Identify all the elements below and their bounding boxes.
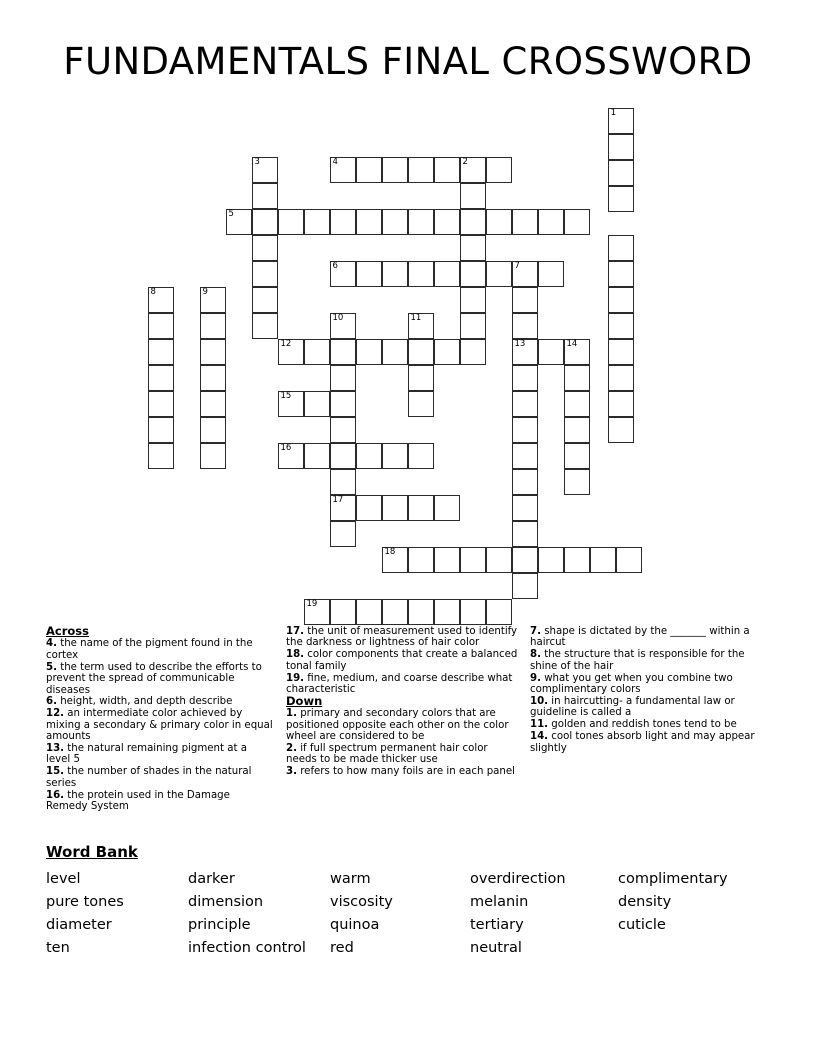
crossword-cell[interactable] <box>200 443 226 469</box>
word-bank-item-pure-tones: pure tones <box>46 894 124 910</box>
crossword-cell[interactable] <box>434 495 460 521</box>
down-clue-10 <box>530 696 762 719</box>
crossword-cell[interactable] <box>512 521 538 547</box>
crossword-cell[interactable] <box>434 339 460 365</box>
crossword-cell-13[interactable] <box>512 339 538 365</box>
crossword-cell[interactable] <box>564 365 590 391</box>
crossword-cell[interactable] <box>330 443 356 469</box>
crossword-cell[interactable] <box>608 160 634 186</box>
crossword-cell[interactable] <box>486 209 512 235</box>
word-bank-item-tertiary: tertiary <box>470 917 524 933</box>
crossword-cell[interactable] <box>356 261 382 287</box>
crossword-cell[interactable] <box>608 261 634 287</box>
crossword-cell[interactable] <box>434 157 460 183</box>
clue-text: color components that create a balanced tonal family <box>286 649 518 672</box>
crossword-cell[interactable] <box>608 339 634 365</box>
crossword-cell[interactable] <box>330 521 356 547</box>
cell-number-12: 12 <box>280 338 292 349</box>
crossword-cell[interactable] <box>512 313 538 339</box>
clue-text: shape is dictated by the _______ within a haircut <box>530 626 750 649</box>
word-bank-row <box>46 937 776 960</box>
crossword-cell[interactable] <box>590 547 616 573</box>
crossword-cell[interactable] <box>408 209 434 235</box>
crossword-cell[interactable] <box>330 365 356 391</box>
clue-number: 4. <box>46 638 57 650</box>
crossword-cell[interactable] <box>460 209 486 235</box>
word-bank-item-complimentary: complimentary <box>618 871 728 887</box>
across-heading: Across <box>46 624 89 638</box>
clue-number: 2. <box>286 743 297 755</box>
crossword-cell[interactable] <box>434 599 460 625</box>
crossword-cell[interactable] <box>356 443 382 469</box>
crossword-cell-8[interactable] <box>148 287 174 313</box>
cell-number-8: 8 <box>150 286 156 297</box>
clue-number: 7. <box>530 626 541 637</box>
cell-number-1: 1 <box>610 108 617 118</box>
crossword-cell[interactable] <box>512 391 538 417</box>
word-bank-title: Word Bank <box>46 843 138 861</box>
across-clue-list-part1 <box>46 638 274 812</box>
crossword-cell[interactable] <box>460 599 486 625</box>
cell-number-2: 2 <box>462 156 468 167</box>
word-bank-item-overdirection: overdirection <box>470 871 566 887</box>
crossword-cell[interactable] <box>486 157 512 183</box>
crossword-cell[interactable] <box>460 183 486 209</box>
crossword-cell[interactable] <box>148 391 174 417</box>
clue-text: what you get when you combine two complimentary colors <box>530 672 733 696</box>
clues-column-1 <box>46 626 274 813</box>
down-clue-9 <box>530 673 762 696</box>
word-bank-item-warm: warm <box>330 871 371 887</box>
cell-number-5: 5 <box>228 208 234 219</box>
cell-number-3: 3 <box>254 156 260 167</box>
crossword-cell-5[interactable] <box>226 209 252 235</box>
clue-text: the term used to describe the efforts to prevent the spread of communicable diseases <box>46 661 262 696</box>
cell-number-19: 19 <box>306 598 318 609</box>
across-clue-17 <box>286 626 518 649</box>
crossword-cell[interactable] <box>460 339 486 365</box>
crossword-cell[interactable] <box>408 339 434 365</box>
crossword-cell[interactable] <box>382 599 408 625</box>
crossword-cell[interactable] <box>148 339 174 365</box>
crossword-cell[interactable] <box>408 261 434 287</box>
crossword-cell[interactable] <box>330 469 356 495</box>
clue-number: 10. <box>530 695 549 707</box>
crossword-cell-16[interactable] <box>278 443 304 469</box>
crossword-cell[interactable] <box>382 261 408 287</box>
across-clue-15 <box>46 766 274 789</box>
word-bank-row <box>46 891 776 914</box>
word-bank-row <box>46 914 776 937</box>
crossword-cell-6[interactable] <box>330 261 356 287</box>
crossword-cell[interactable] <box>304 339 330 365</box>
crossword-cell[interactable] <box>382 443 408 469</box>
cell-number-6: 6 <box>332 260 338 271</box>
crossword-cell[interactable] <box>148 417 174 443</box>
clue-text: golden and reddish tones tend to be <box>548 719 737 731</box>
word-bank-item-ten: ten <box>46 940 70 956</box>
cell-number-17: 17 <box>332 494 344 505</box>
clue-text: the name of the pigment found in the cortex <box>46 638 253 661</box>
clues-column-3 <box>530 626 762 754</box>
crossword-cell[interactable] <box>486 547 512 573</box>
clue-number: 13. <box>46 743 65 755</box>
crossword-cell[interactable] <box>434 209 460 235</box>
crossword-cell[interactable] <box>608 235 634 261</box>
down-clue-list-part2 <box>530 626 762 754</box>
across-clue-12 <box>46 708 274 742</box>
crossword-cell[interactable] <box>564 417 590 443</box>
crossword-cell[interactable] <box>200 339 226 365</box>
crossword-cell-10[interactable] <box>330 313 356 339</box>
crossword-cell[interactable] <box>486 261 512 287</box>
crossword-cell[interactable] <box>564 209 590 235</box>
crossword-cell[interactable] <box>512 495 538 521</box>
crossword-cell-1[interactable] <box>608 108 634 134</box>
cell-number-18: 18 <box>384 546 396 557</box>
crossword-cell[interactable] <box>538 209 564 235</box>
page-title: FUNDAMENTALS FINAL CROSSWORD <box>63 40 753 83</box>
crossword-cell[interactable] <box>356 157 382 183</box>
word-bank-item-level: level <box>46 871 81 887</box>
word-bank-item-cuticle: cuticle <box>618 917 666 933</box>
word-bank-list <box>46 868 776 960</box>
crossword-cell[interactable] <box>408 157 434 183</box>
crossword-cell[interactable] <box>512 287 538 313</box>
crossword-cell[interactable] <box>564 443 590 469</box>
crossword-cell[interactable] <box>460 261 486 287</box>
word-bank-item-dimension: dimension <box>188 894 264 910</box>
clue-number: 1. <box>286 708 297 720</box>
clue-text: the protein used in the Damage Remedy System <box>46 789 230 813</box>
cell-number-7: 7 <box>514 260 520 271</box>
crossword-cell[interactable] <box>200 313 226 339</box>
crossword-cell[interactable] <box>608 365 634 391</box>
clue-number: 17. <box>286 626 305 637</box>
crossword-cell[interactable] <box>356 339 382 365</box>
crossword-cell[interactable] <box>512 365 538 391</box>
crossword-cell[interactable] <box>252 183 278 209</box>
crossword-cell[interactable] <box>304 209 330 235</box>
crossword-cell-14[interactable] <box>564 339 590 365</box>
word-bank-item-red: red <box>330 940 354 956</box>
crossword-cell[interactable] <box>200 391 226 417</box>
across-clue-list-part2 <box>286 626 518 695</box>
clue-number: 19. <box>286 672 305 684</box>
crossword-cell[interactable] <box>252 313 278 339</box>
clue-number: 11. <box>530 719 549 731</box>
word-bank-item-empty <box>618 937 768 960</box>
crossword-cell[interactable] <box>460 287 486 313</box>
crossword-cell[interactable] <box>564 469 590 495</box>
crossword-cell[interactable] <box>408 443 434 469</box>
word-bank-item-darker: darker <box>188 871 235 887</box>
crossword-cell-17[interactable] <box>330 495 356 521</box>
cell-number-11: 11 <box>410 312 422 323</box>
word-bank-item-infection-control: infection control <box>188 940 306 956</box>
clue-number: 5. <box>46 661 57 673</box>
down-clue-11 <box>530 719 762 730</box>
crossword-cell[interactable] <box>608 287 634 313</box>
cell-number-15: 15 <box>280 390 292 401</box>
clue-text: height, width, and depth describe <box>56 696 233 708</box>
crossword-cell-15[interactable] <box>278 391 304 417</box>
word-bank-item-density: density <box>618 894 672 910</box>
down-clue-list-part1 <box>286 708 518 777</box>
crossword-cell[interactable] <box>460 235 486 261</box>
word-bank-item-viscosity: viscosity <box>330 894 393 910</box>
across-clue-5 <box>46 662 274 696</box>
crossword-cell-12[interactable] <box>278 339 304 365</box>
crossword-cell-19[interactable] <box>304 599 330 625</box>
across-clue-19 <box>286 673 518 696</box>
crossword-cell[interactable] <box>564 391 590 417</box>
crossword-cell[interactable] <box>608 186 634 212</box>
cell-number-16: 16 <box>280 442 292 453</box>
crossword-cell[interactable] <box>252 209 278 235</box>
crossword-cell-4[interactable] <box>330 157 356 183</box>
crossword-cell[interactable] <box>148 313 174 339</box>
crossword-cell[interactable] <box>538 547 564 573</box>
cell-number-13: 13 <box>514 338 526 349</box>
crossword-cell[interactable] <box>304 443 330 469</box>
down-clue-14 <box>530 731 762 754</box>
word-bank-item-melanin: melanin <box>470 894 529 910</box>
crossword-cell[interactable] <box>148 365 174 391</box>
crossword-cell[interactable] <box>608 313 634 339</box>
cell-number-14: 14 <box>566 338 578 349</box>
crossword-cell-11[interactable] <box>408 313 434 339</box>
crossword-cell[interactable] <box>356 209 382 235</box>
clue-number: 14. <box>530 731 549 743</box>
clues-column-2 <box>286 626 518 778</box>
clue-number: 3. <box>286 766 297 778</box>
clue-number: 16. <box>46 789 65 801</box>
down-clue-7 <box>530 626 762 649</box>
crossword-cell[interactable] <box>278 209 304 235</box>
crossword-cell[interactable] <box>148 443 174 469</box>
crossword-cell-3[interactable] <box>252 157 278 183</box>
clue-number: 9. <box>530 672 541 684</box>
down-clue-1 <box>286 708 518 742</box>
crossword-cell[interactable] <box>408 599 434 625</box>
cell-number-9: 9 <box>202 286 208 297</box>
crossword-cell[interactable] <box>512 573 538 599</box>
crossword-cell[interactable] <box>356 599 382 625</box>
crossword-cell[interactable] <box>200 417 226 443</box>
crossword-cell[interactable] <box>330 391 356 417</box>
across-clue-4 <box>46 638 274 661</box>
word-bank-item-neutral: neutral <box>470 940 522 956</box>
crossword-cell[interactable] <box>564 547 590 573</box>
clue-text: cool tones absorb light and may appear slightly <box>530 731 755 754</box>
crossword-cell[interactable] <box>608 391 634 417</box>
crossword-cell[interactable] <box>512 547 538 573</box>
crossword-cell[interactable] <box>434 547 460 573</box>
crossword-cell[interactable] <box>200 365 226 391</box>
crossword-cell-2[interactable] <box>460 157 486 183</box>
clue-text: an intermediate color achieved by mixing a secondary & primary color in equal amounts <box>46 708 273 743</box>
clue-text: primary and secondary colors that are positioned opposite each other on the color wheel are considered to be <box>286 708 509 743</box>
crossword-cell[interactable] <box>538 261 564 287</box>
across-clue-6 <box>46 696 274 707</box>
clue-number: 12. <box>46 708 65 720</box>
across-clue-16 <box>46 790 274 813</box>
cell-number-10: 10 <box>332 312 344 323</box>
down-heading: Down <box>286 693 323 708</box>
clue-text: the number of shades in the natural series <box>46 766 252 789</box>
cell-number-4: 4 <box>332 156 338 167</box>
crossword-cell-9[interactable] <box>200 287 226 313</box>
clue-text: the unit of measurement used to identify the darkness or lightness of hair color <box>286 626 518 649</box>
clue-number: 15. <box>46 766 65 778</box>
word-bank-row <box>46 868 776 891</box>
crossword-cell[interactable] <box>382 209 408 235</box>
clue-text: refers to how many foils are in each panel <box>296 766 515 778</box>
crossword-cell[interactable] <box>608 417 634 443</box>
word-bank-item-principle: principle <box>188 917 251 933</box>
word-bank-section <box>46 843 776 960</box>
clue-number: 8. <box>530 649 541 661</box>
crossword-cell[interactable] <box>512 209 538 235</box>
down-clue-8 <box>530 649 762 672</box>
crossword-cell[interactable] <box>460 313 486 339</box>
crossword-cell[interactable] <box>304 391 330 417</box>
crossword-cell[interactable] <box>512 443 538 469</box>
crossword-cell[interactable] <box>330 339 356 365</box>
crossword-cell[interactable] <box>330 209 356 235</box>
crossword-cell[interactable] <box>408 365 434 391</box>
down-clue-2 <box>286 743 518 766</box>
crossword-cell[interactable] <box>408 547 434 573</box>
crossword-cell[interactable] <box>460 547 486 573</box>
crossword-cell[interactable] <box>616 547 642 573</box>
crossword-cell[interactable] <box>434 261 460 287</box>
clue-text: in haircutting- a fundamental law or guideline is called a <box>530 695 735 719</box>
across-clue-13 <box>46 743 274 766</box>
crossword-cell[interactable] <box>408 495 434 521</box>
clue-number: 18. <box>286 649 305 661</box>
clue-text: if full spectrum permanent hair color needs to be made thicker use <box>286 743 488 766</box>
crossword-cell[interactable] <box>382 339 408 365</box>
crossword-cell[interactable] <box>330 417 356 443</box>
down-clue-3 <box>286 766 518 777</box>
clue-text: fine, medium, and coarse describe what characteristic <box>286 672 513 696</box>
clue-text: the natural remaining pigment at a level 5 <box>46 743 247 766</box>
crossword-cell[interactable] <box>356 495 382 521</box>
crossword-cell[interactable] <box>512 417 538 443</box>
clue-text: the structure that is responsible for the shine of the hair <box>530 649 745 672</box>
crossword-cell[interactable] <box>252 235 278 261</box>
crossword-cell-7[interactable] <box>512 261 538 287</box>
word-bank-item-diameter: diameter <box>46 917 112 933</box>
clue-number: 6. <box>46 696 57 708</box>
word-bank-item-quinoa: quinoa <box>330 917 380 933</box>
crossword-cell[interactable] <box>330 599 356 625</box>
crossword-cell[interactable] <box>608 134 634 160</box>
crossword-cell[interactable] <box>382 495 408 521</box>
crossword-cell[interactable] <box>408 391 434 417</box>
crossword-cell[interactable] <box>252 287 278 313</box>
crossword-cell[interactable] <box>512 469 538 495</box>
crossword-cell[interactable] <box>382 157 408 183</box>
crossword-cell[interactable] <box>538 339 564 365</box>
crossword-cell-18[interactable] <box>382 547 408 573</box>
across-clue-18 <box>286 649 518 672</box>
crossword-cell[interactable] <box>486 599 512 625</box>
crossword-cell[interactable] <box>252 261 278 287</box>
